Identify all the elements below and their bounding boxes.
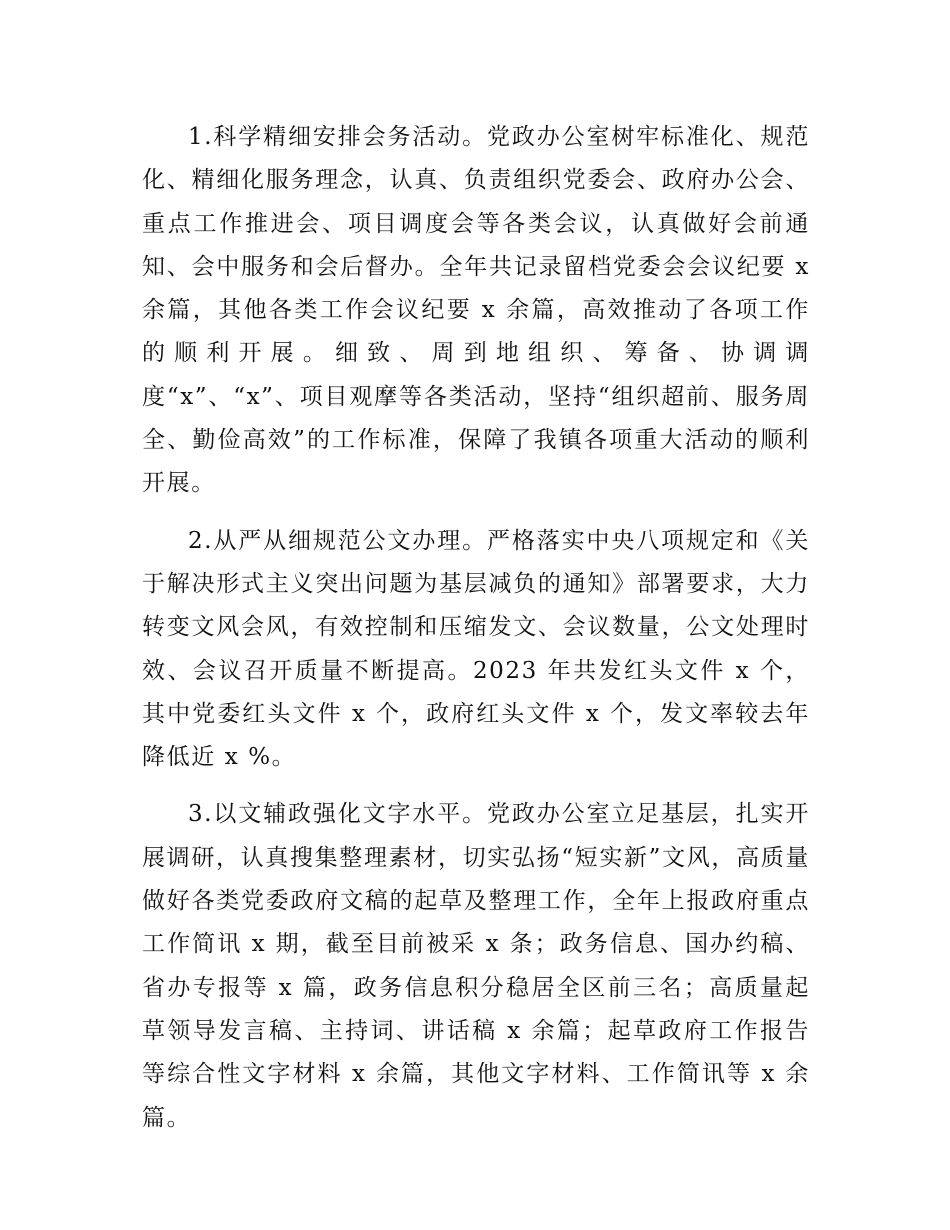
paragraph-official-documents: 2.从严从细规范公文办理。严格落实中央八项规定和《关于解决形式主义突出问题为基层减负的通知》部署要求，大力转变文风会风，有效控制和压缩发文、会议数量，公文处理时效、会议召开质量不断提高。2023 年共发红头文件 x 个，其中党委红头文件 x 个，政府红头文件 x 个，发文率较去年降低近 x %。 [142,527,810,771]
paragraph-meeting-affairs: 1.科学精细安排会务活动。党政办公室树牢标准化、规范化、精细化服务理念，认真、负责组织党委会、政府办公会、重点工作推进会、项目调度会等各类会议，认真做好会前通知、会中服务和会后督办。全年共记录留档党委会会议纪要 x 余篇，其他各类工作会议纪要 x 余篇，高效推动了各项工作的顺利开展。细致、周到地组织、筹备、协调调度“x”、“x”、项目观摩等各类活动，坚持“组织超前、服务周全、勤俭高效”的工作标准，保障了我镇各项重大活动的顺利开展。 [142,124,810,497]
paragraph-writing-level: 3.以文辅政强化文字水平。党政办公室立足基层，扎实开展调研，认真搜集整理素材，切实弘扬“短实新”文风，高质量做好各类党委政府文稿的起草及整理工作，全年上报政府重点工作简讯 x 期，截至目前被采 x 条；政务信息、国办约稿、省办专报等 x 篇，政务信息积分稳居全区前三名；高质量起草领导发言稿、主持词、讲话稿 x 余篇；起草政府工作报告等综合性文字材料 x 余篇，其他文字材料、工作简讯等 x 余篇。 [142,801,810,1131]
document-body [142,116,810,1140]
